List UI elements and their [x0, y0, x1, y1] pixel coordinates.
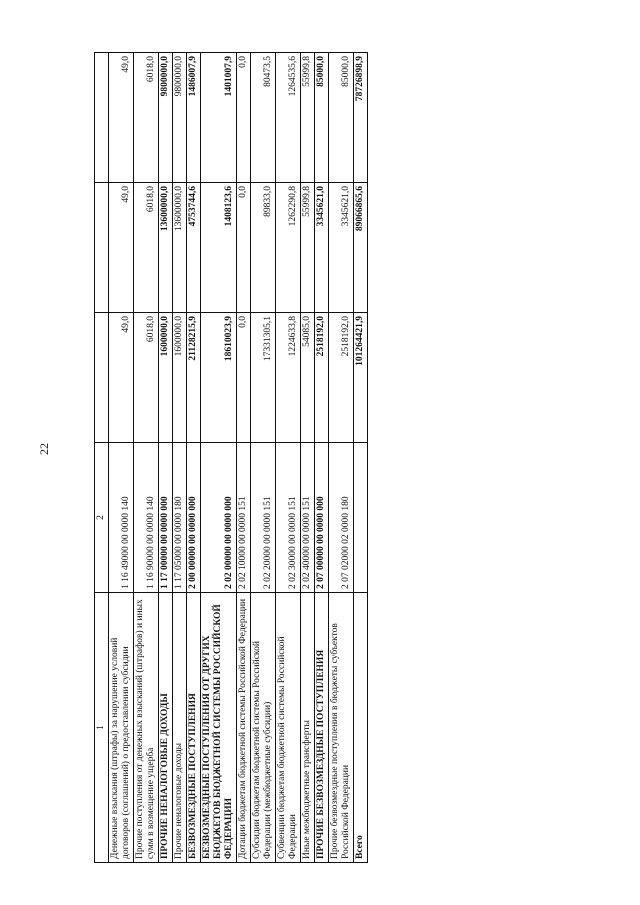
row-value-2-cell: 1408123,6	[201, 183, 237, 313]
row-value-2-cell: 3345621,0	[315, 183, 329, 313]
row-value-2-cell: 55999,8	[301, 183, 315, 313]
table-row	[354, 53, 368, 863]
row-value-3-cell: 1264535,6	[276, 53, 301, 183]
row-value-2-cell: 13600000,0	[159, 183, 173, 313]
row-value-3-cell: 80473,5	[251, 53, 276, 183]
row-value-3-cell: 9800000,0	[159, 53, 173, 183]
table-row	[251, 53, 276, 863]
row-value-1-cell: 17331305,1	[251, 313, 276, 443]
row-value-1-cell: 1600000,0	[173, 313, 187, 443]
row-code-cell: 1 16 49000 00 0000 140	[109, 443, 134, 593]
row-code-cell: 2 02 40000 00 0000 151	[301, 443, 315, 593]
header-row	[95, 53, 109, 863]
table-row	[329, 53, 354, 863]
row-name-cell: ПРОЧИЕ БЕЗВОЗМЕЗДНЫЕ ПОСТУПЛЕНИЯ	[315, 593, 329, 863]
row-name-cell: Прочие безвозмездные поступления в бюджеты субъектов Российской Федерации	[329, 593, 354, 863]
table-row	[301, 53, 315, 863]
table-row	[187, 53, 201, 863]
row-name-cell: Всего	[354, 593, 368, 863]
row-code-cell: 2 07 02000 02 0000 180	[329, 443, 354, 593]
row-name-cell: Субсидии бюджетам бюджетной системы Российской Федерации (межбюджетные субсидии)	[251, 593, 276, 863]
row-value-3-cell: 1401007,9	[201, 53, 237, 183]
row-code-cell: 2 07 00000 00 0000 000	[315, 443, 329, 593]
row-value-2-cell: 49,0	[109, 183, 134, 313]
row-code-cell: 1 17 00000 00 0000 000	[159, 443, 173, 593]
table-row	[109, 53, 134, 863]
row-code-cell: 2 02 10000 00 0000 151	[237, 443, 251, 593]
row-code-cell: 1 16 90000 00 0000 140	[134, 443, 159, 593]
table-row	[315, 53, 329, 863]
row-code-cell: 2 02 30000 00 0000 151	[276, 443, 301, 593]
row-value-3-cell: 85000,0	[329, 53, 354, 183]
row-value-2-cell: 13600000,0	[173, 183, 187, 313]
row-value-1-cell: 6018,0	[134, 313, 159, 443]
table-row	[237, 53, 251, 863]
row-value-3-cell: 0,0	[237, 53, 251, 183]
row-value-2-cell: 0,0	[237, 183, 251, 313]
page-number: 22	[37, 443, 51, 455]
row-code-cell	[354, 443, 368, 593]
row-value-1-cell: 54085,0	[301, 313, 315, 443]
row-value-2-cell: 1262290,8	[276, 183, 301, 313]
header-col-2: 2	[95, 443, 109, 593]
row-value-2-cell: 4753744,6	[187, 183, 201, 313]
table-row	[173, 53, 187, 863]
revenue-table-container	[94, 53, 438, 863]
row-value-1-cell: 49,0	[109, 313, 134, 443]
row-name-cell: Иные межбюджетные трансферты	[301, 593, 315, 863]
row-value-3-cell: 49,0	[109, 53, 134, 183]
revenue-table	[94, 52, 368, 863]
header-col-1: 1	[95, 593, 109, 863]
row-code-cell: 1 17 05000 00 0000 180	[173, 443, 187, 593]
table-row	[201, 53, 237, 863]
row-code-cell: 2 02 00000 00 0000 000	[201, 443, 237, 593]
row-name-cell: Субвенции бюджетам бюджетной системы Российской Федерации	[276, 593, 301, 863]
row-value-2-cell: 6018,0	[134, 183, 159, 313]
row-name-cell: Прочие неналоговые доходы	[173, 593, 187, 863]
row-value-1-cell: 1224633,8	[276, 313, 301, 443]
row-value-1-cell: 21128215,9	[187, 313, 201, 443]
header-col-5	[95, 53, 109, 183]
row-value-3-cell: 6018,0	[134, 53, 159, 183]
row-value-1-cell: 0,0	[237, 313, 251, 443]
row-value-3-cell: 1486007,9	[187, 53, 201, 183]
row-code-cell: 2 02 20000 00 0000 151	[251, 443, 276, 593]
row-value-3-cell: 55999,8	[301, 53, 315, 183]
row-value-1-cell: 18610023,9	[201, 313, 237, 443]
header-col-4	[95, 183, 109, 313]
table-row	[276, 53, 301, 863]
row-value-2-cell: 89833,0	[251, 183, 276, 313]
header-col-3	[95, 313, 109, 443]
table-row	[159, 53, 173, 863]
row-value-3-cell: 9800000,0	[173, 53, 187, 183]
row-name-cell: Прочие поступления от денежных взысканий (штрафов) и иных сумм в возмещение ущерба	[134, 593, 159, 863]
row-value-3-cell: 85000,0	[315, 53, 329, 183]
row-name-cell: БЕЗВОЗМЕЗДНЫЕ ПОСТУПЛЕНИЯ	[187, 593, 201, 863]
row-code-cell: 2 00 00000 00 0000 000	[187, 443, 201, 593]
row-value-1-cell: 101264421,9	[354, 313, 368, 443]
row-name-cell: ПРОЧИЕ НЕНАЛОГОВЫЕ ДОХОДЫ	[159, 593, 173, 863]
row-value-1-cell: 2518192,0	[329, 313, 354, 443]
row-value-2-cell: 89066865,6	[354, 183, 368, 313]
row-value-1-cell: 1600000,0	[159, 313, 173, 443]
row-value-2-cell: 3345621,0	[329, 183, 354, 313]
row-value-3-cell: 78726898,9	[354, 53, 368, 183]
row-name-cell: Дотации бюджетам бюджетной системы Российской Федерации	[237, 593, 251, 863]
table-row	[134, 53, 159, 863]
row-value-1-cell: 2518192,0	[315, 313, 329, 443]
row-name-cell: Денежные взыскания (штрафы) за нарушение условий договоров (соглашений) о предоставлении субсидии	[109, 593, 134, 863]
row-name-cell: БЕЗВОЗМЕЗДНЫЕ ПОСТУПЛЕНИЯ ОТ ДРУГИХ БЮДЖЕТОВ БЮДЖЕТНОЙ СИСТЕМЫ РОССИЙСКОЙ ФЕДЕРАЦИИ	[201, 593, 237, 863]
